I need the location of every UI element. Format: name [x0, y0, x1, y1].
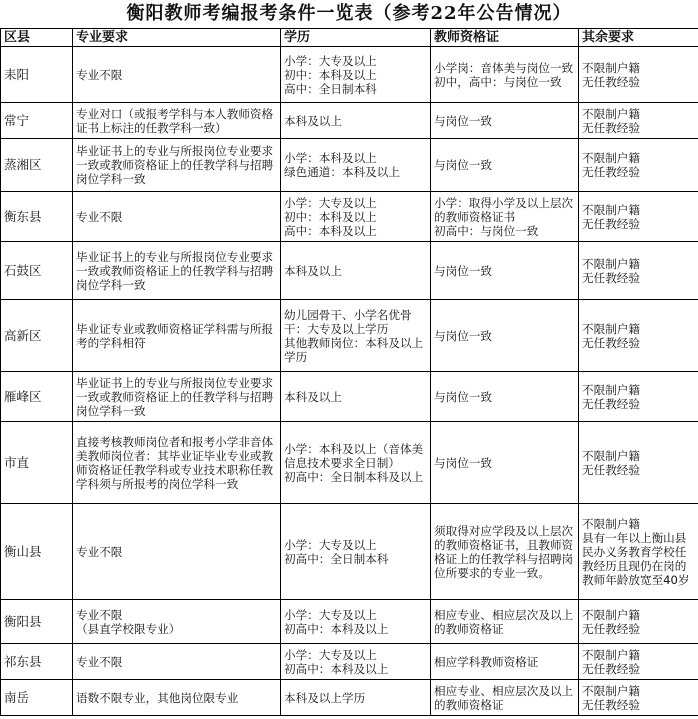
- certificate-cell: 相应学科教师资格证: [431, 644, 579, 680]
- certificate-cell: 相应专业、相应层次及以上的教师资格证: [431, 600, 579, 644]
- table-row: [1, 192, 698, 242]
- region-cell: 衡阳县: [1, 600, 73, 644]
- header-row: [1, 29, 698, 47]
- table-title: 衡阳教师考编报考条件一览表（参考22年公告情况）: [126, 3, 572, 24]
- education-cell: 小学：大专及以上 初高中：本科及以上: [281, 644, 431, 680]
- major-cell: 毕业证书上的专业与所报岗位专业要求一致或教师资格证上的任教学科与招聘岗位学科一致: [73, 242, 281, 300]
- region-cell: 高新区: [1, 300, 73, 372]
- major-cell: 专业不限 （县直学校限专业）: [73, 600, 281, 644]
- major-cell: 专业不限: [73, 644, 281, 680]
- education-cell: 小学：大专及以上 初高中：本科及以上: [281, 600, 431, 644]
- region-cell: 石鼓区: [1, 242, 73, 300]
- education-cell: 小学：大专及以上 初中：本科及以上 高中：本科及以上: [281, 192, 431, 242]
- certificate-cell: 与岗位一致: [431, 139, 579, 192]
- education-cell: 本科及以上: [281, 103, 431, 139]
- other-cell: 不限制户籍 无任教经验: [579, 139, 698, 192]
- other-cell: 不限制户籍 无任教经验: [579, 300, 698, 372]
- other-cell: 不限制户籍 无任教经验: [579, 47, 698, 103]
- region-cell: 常宁: [1, 103, 73, 139]
- table-row: [1, 600, 698, 644]
- other-cell: 不限制户籍 无任教经验: [579, 422, 698, 504]
- major-cell: 毕业证书上的专业与所报岗位专业要求一致或教师资格证上的任教学科与招聘岗位学科一致: [73, 372, 281, 422]
- education-cell: 小学：大专及以上 初高中：全日制本科: [281, 504, 431, 600]
- certificate-cell: 与岗位一致: [431, 300, 579, 372]
- other-cell: 不限制户籍 无任教经验: [579, 600, 698, 644]
- certificate-cell: 小学：取得小学及以上层次的教师资格证书 初高中：与岗位一致: [431, 192, 579, 242]
- major-cell: 专业不限: [73, 192, 281, 242]
- region-cell: 耒阳: [1, 47, 73, 103]
- major-cell: 毕业证书上的专业与所报岗位专业要求一致或教师资格证上的任教学科与招聘岗位学科一致: [73, 139, 281, 192]
- table-row: [1, 422, 698, 504]
- major-cell: 毕业证专业或教师资格证学科需与所报考的学科相符: [73, 300, 281, 372]
- education-cell: 本科及以上学历: [281, 680, 431, 716]
- education-cell: 本科及以上: [281, 242, 431, 300]
- other-cell: 不限制户籍 无任教经验: [579, 644, 698, 680]
- education-cell: 幼儿园骨干、小学名优骨干：大专及以上学历 其他教师岗位：本科及以上学历: [281, 300, 431, 372]
- header-region: 区县: [1, 29, 73, 47]
- table-row: [1, 242, 698, 300]
- region-cell: 市直: [1, 422, 73, 504]
- certificate-cell: 相应专业、相应层次及以上的教师资格证: [431, 680, 579, 716]
- header-certificate: 教师资格证: [431, 29, 579, 47]
- certificate-cell: 与岗位一致: [431, 242, 579, 300]
- table-row: [1, 372, 698, 422]
- table-row: [1, 103, 698, 139]
- table-row: [1, 300, 698, 372]
- education-cell: 小学：本科及以上（音体美信息技术要求全日制） 初高中：全日制本科及以上: [281, 422, 431, 504]
- region-cell: 衡东县: [1, 192, 73, 242]
- education-cell: 本科及以上: [281, 372, 431, 422]
- table-row: [1, 680, 698, 716]
- other-cell: 不限制户籍 无任教经验: [579, 680, 698, 716]
- major-cell: 专业不限: [73, 504, 281, 600]
- other-cell: 不限制户籍 县有一年以上衡山县民办义务教育学校任教经历且现仍在岗的教师年龄放宽至40岁: [579, 504, 698, 600]
- certificate-cell: 与岗位一致: [431, 103, 579, 139]
- other-cell: 不限制户籍 无任教经验: [579, 103, 698, 139]
- education-cell: 小学：本科及以上 绿色通道：本科及以上: [281, 139, 431, 192]
- major-cell: 专业对口（或报考学科与本人教师资格证书上标注的任教学科一致）: [73, 103, 281, 139]
- region-cell: 衡山县: [1, 504, 73, 600]
- requirements-table: [0, 28, 698, 716]
- header-other: 其余要求: [579, 29, 698, 47]
- other-cell: 不限制户籍 无任教经验: [579, 192, 698, 242]
- certificate-cell: 小学岗：音体美与岗位一致 初中，高中：与岗位一致: [431, 47, 579, 103]
- table-row: [1, 47, 698, 103]
- table-row: [1, 139, 698, 192]
- header-major: 专业要求: [73, 29, 281, 47]
- education-cell: 小学：大专及以上 初中：本科及以上 高中：全日制本科: [281, 47, 431, 103]
- table-row: [1, 644, 698, 680]
- other-cell: 不限制户籍 无任教经验: [579, 242, 698, 300]
- major-cell: 语数不限专业，其他岗位限专业: [73, 680, 281, 716]
- certificate-cell: 须取得对应学段及以上层次的教师资格证书，且教师资格证上的任教学科与招聘岗位所要求的专业一致。: [431, 504, 579, 600]
- other-cell: 不限制户籍 无任教经验: [579, 372, 698, 422]
- table-row: [1, 504, 698, 600]
- region-cell: 南岳: [1, 680, 73, 716]
- certificate-cell: 与岗位一致: [431, 422, 579, 504]
- region-cell: 蒸湘区: [1, 139, 73, 192]
- region-cell: 雁峰区: [1, 372, 73, 422]
- region-cell: 祁东县: [1, 644, 73, 680]
- major-cell: 专业不限: [73, 47, 281, 103]
- header-education: 学历: [281, 29, 431, 47]
- major-cell: 直接考核教师岗位者和报考小学非音体美教师岗位者：其毕业证毕业专业或教师资格证任教学科或专业技术职称任教学科须与所报考的岗位学科一致: [73, 422, 281, 504]
- certificate-cell: 与岗位一致: [431, 372, 579, 422]
